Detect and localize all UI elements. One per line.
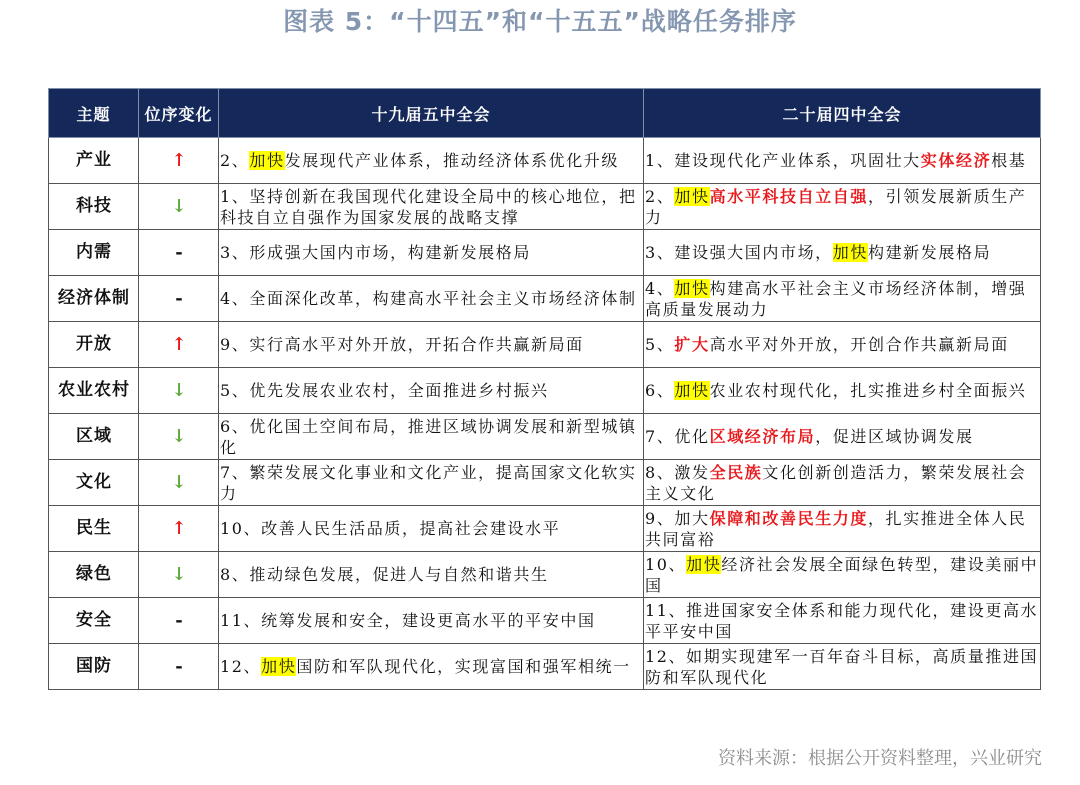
- task-text: 根基: [991, 151, 1027, 170]
- task-text: 国防和军队现代化，实现富国和强军相统一: [296, 657, 631, 676]
- plenum-19-task-cell: [219, 368, 644, 414]
- task-text: ，扎实推进全体人民共同富裕: [645, 508, 1027, 549]
- plenum-19-task-cell: [219, 460, 644, 506]
- task-text: 10、: [645, 554, 687, 574]
- topic-cell: 文化: [49, 460, 139, 506]
- topic-cell: 产业: [49, 138, 139, 184]
- rank-change-same-dash: -: [139, 230, 219, 276]
- task-text: 4、全面深化改革，构建高水平社会主义市场经济体制: [220, 289, 637, 308]
- emphasis-text: 高水平科技自立自强: [709, 186, 868, 206]
- task-text: 6、: [645, 381, 675, 400]
- task-text: 11、推进国家安全体系和能力现代化，建设更高水平平安中国: [645, 600, 1039, 641]
- plenum-19-task-cell: [219, 184, 644, 230]
- plenum-20-task-cell: [644, 276, 1041, 322]
- task-text: 12、如期实现建军一百年奋斗目标，高质量推进国防和军队现代化: [645, 646, 1039, 687]
- plenum-20-task-cell: [644, 506, 1041, 552]
- plenum-20-task-cell: [644, 552, 1041, 598]
- topic-cell: 农业农村: [49, 368, 139, 414]
- table-row: [49, 368, 1041, 414]
- plenum-20-task-cell: [644, 184, 1041, 230]
- table-row: [49, 460, 1041, 506]
- table-row: [49, 230, 1041, 276]
- table-row: [49, 184, 1041, 230]
- highlighted-text: 加快: [674, 186, 710, 206]
- task-text: 经济社会发展全面绿色转型，建设美丽中国: [645, 554, 1039, 595]
- plenum-20-task-cell: [644, 460, 1041, 506]
- header-topic: 主题: [49, 89, 139, 138]
- plenum-20-task-cell: [644, 644, 1041, 690]
- rank-change-down-arrow-icon: ↓: [139, 460, 219, 506]
- highlighted-text: 加快: [686, 554, 722, 574]
- rank-change-same-dash: -: [139, 276, 219, 322]
- task-text: 7、繁荣发展文化事业和文化产业，提高国家文化软实力: [220, 462, 637, 503]
- strategy-ranking-table: [48, 88, 1041, 690]
- task-text: 2、: [645, 186, 675, 206]
- emphasis-text: 区域经济布局: [709, 427, 816, 446]
- emphasis-text: 实体经济: [920, 151, 992, 170]
- task-text: 构建高水平社会主义市场经济体制，增强高质量发展动力: [645, 278, 1027, 319]
- table-row: [49, 598, 1041, 644]
- task-text: ，引领发展新质生产力: [645, 186, 1027, 227]
- topic-cell: 国防: [49, 644, 139, 690]
- source-note: 资料来源：根据公开资料整理，兴业研究: [718, 748, 1042, 769]
- topic-cell: 民生: [49, 506, 139, 552]
- task-text: 7、优化: [645, 427, 710, 446]
- rank-change-up-arrow-icon: ↑: [139, 506, 219, 552]
- rank-change-down-arrow-icon: ↓: [139, 184, 219, 230]
- task-text: 文化创新创造活力，繁荣发展社会主义文化: [645, 462, 1027, 503]
- task-text: 3、形成强大国内市场，构建新发展格局: [220, 243, 531, 262]
- header-19th-5th-plenum: 十九届五中全会: [219, 89, 644, 138]
- rank-change-up-arrow-icon: ↑: [139, 138, 219, 184]
- plenum-19-task-cell: [219, 598, 644, 644]
- plenum-19-task-cell: [219, 138, 644, 184]
- task-text: 构建新发展格局: [867, 243, 992, 262]
- emphasis-text: 全民族: [709, 462, 763, 482]
- plenum-19-task-cell: [219, 276, 644, 322]
- rank-change-down-arrow-icon: ↓: [139, 368, 219, 414]
- task-text: 11、统筹发展和安全，建设更高水平的平安中国: [220, 611, 596, 630]
- task-text: 9、实行高水平对外开放，开拓合作共赢新局面: [220, 335, 584, 354]
- task-text: 发展现代产业体系，推动经济体系优化升级: [284, 151, 619, 170]
- plenum-19-task-cell: [219, 414, 644, 460]
- highlighted-text: 加快: [261, 657, 297, 676]
- plenum-20-task-cell: [644, 138, 1041, 184]
- task-text: 1、建设现代化产业体系，巩固壮大: [645, 151, 921, 170]
- topic-cell: 经济体制: [49, 276, 139, 322]
- rank-change-same-dash: -: [139, 644, 219, 690]
- topic-cell: 开放: [49, 322, 139, 368]
- table-row: [49, 506, 1041, 552]
- task-text: 高水平对外开放，开创合作共赢新局面: [709, 335, 1009, 354]
- highlighted-text: 加快: [832, 243, 868, 262]
- task-text: 3、建设强大国内市场，: [645, 243, 833, 262]
- table-header-row: [49, 89, 1041, 138]
- task-text: 2、: [220, 151, 250, 170]
- rank-change-up-arrow-icon: ↑: [139, 322, 219, 368]
- task-text: 5、优先发展农业农村，全面推进乡村振兴: [220, 381, 549, 400]
- task-text: 10、改善人民生活品质，提高社会建设水平: [220, 519, 561, 538]
- task-text: 8、激发: [645, 462, 710, 482]
- task-text: 5、: [645, 335, 675, 354]
- plenum-19-task-cell: [219, 552, 644, 598]
- task-text: 1、坚持创新在我国现代化建设全局中的核心地位，把科技自立自强作为国家发展的战略支撑: [220, 186, 637, 227]
- highlighted-text: 加快: [249, 151, 285, 170]
- table-row: [49, 276, 1041, 322]
- figure-title: 图表 5：“十四五”和“十五五”战略任务排序: [283, 7, 797, 36]
- rank-change-same-dash: -: [139, 598, 219, 644]
- topic-cell: 安全: [49, 598, 139, 644]
- table-row: [49, 322, 1041, 368]
- topic-cell: 绿色: [49, 552, 139, 598]
- plenum-20-task-cell: [644, 322, 1041, 368]
- task-text: 农业农村现代化，扎实推进乡村全面振兴: [709, 381, 1027, 400]
- emphasis-text: 扩大: [674, 335, 710, 354]
- table-row: [49, 138, 1041, 184]
- topic-cell: 内需: [49, 230, 139, 276]
- table-row: [49, 644, 1041, 690]
- task-text: 6、优化国土空间布局，推进区域协调发展和新型城镇化: [220, 416, 637, 457]
- task-text: 4、: [645, 278, 675, 298]
- highlighted-text: 加快: [674, 381, 710, 400]
- header-rank-change: 位序变化: [139, 89, 219, 138]
- task-text: 8、推动绿色发展，促进人与自然和谐共生: [220, 565, 549, 584]
- table-row: [49, 552, 1041, 598]
- plenum-20-task-cell: [644, 414, 1041, 460]
- plenum-20-task-cell: [644, 230, 1041, 276]
- rank-change-down-arrow-icon: ↓: [139, 552, 219, 598]
- task-text: ，促进区域协调发展: [815, 427, 974, 446]
- topic-cell: 区域: [49, 414, 139, 460]
- task-text: 12、: [220, 657, 262, 676]
- plenum-19-task-cell: [219, 230, 644, 276]
- table-row: [49, 414, 1041, 460]
- rank-change-down-arrow-icon: ↓: [139, 414, 219, 460]
- highlighted-text: 加快: [674, 278, 710, 298]
- task-text: 9、加大: [645, 508, 710, 528]
- table-body: [49, 138, 1041, 690]
- header-20th-4th-plenum: 二十届四中全会: [644, 89, 1041, 138]
- plenum-19-task-cell: [219, 644, 644, 690]
- plenum-19-task-cell: [219, 322, 644, 368]
- plenum-20-task-cell: [644, 368, 1041, 414]
- emphasis-text: 保障和改善民生力度: [709, 508, 868, 528]
- topic-cell: 科技: [49, 184, 139, 230]
- plenum-19-task-cell: [219, 506, 644, 552]
- plenum-20-task-cell: [644, 598, 1041, 644]
